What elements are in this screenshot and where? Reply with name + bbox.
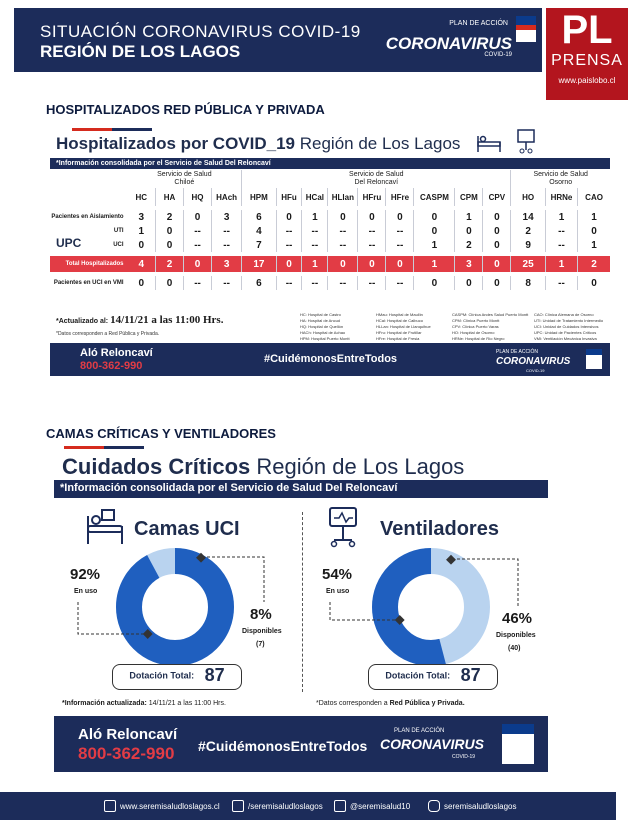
col-header: HFu xyxy=(276,188,302,206)
updated-value: 14/11/21 a las 11:00 Hrs. xyxy=(110,314,224,326)
table-cell: 0 xyxy=(156,224,184,238)
social-footer xyxy=(0,792,616,820)
table-cell: 3 xyxy=(128,210,156,224)
social-web[interactable] xyxy=(104,800,220,812)
section-camas-title: CAMAS CRÍTICAS Y VENTILADORES xyxy=(46,426,276,441)
table-cell: 0 xyxy=(386,256,414,272)
col-header: HLlan xyxy=(328,188,358,206)
covid-small: COVID-19 xyxy=(526,368,545,373)
vent-used-pct: 54% xyxy=(322,566,353,583)
social-instagram[interactable] xyxy=(428,800,516,812)
instagram-icon xyxy=(428,800,440,812)
col-header: HQ xyxy=(184,188,212,206)
table-cell: 1 xyxy=(414,256,455,272)
legend-col2 xyxy=(376,312,446,342)
table-cell: 1 xyxy=(302,210,328,224)
gobierno-logo-2 xyxy=(502,724,534,764)
service-reloncavi: Servicio de Salud Del Reloncaví xyxy=(242,170,511,188)
legend-item: UTI: Unidad de Tratamiento Intermedio xyxy=(534,318,604,323)
table-cell: 2 xyxy=(455,238,483,252)
table-cell: 0 xyxy=(483,238,511,252)
table-cell: 0 xyxy=(184,210,212,224)
row-label: UCI xyxy=(113,242,124,248)
column-header-row xyxy=(50,188,610,206)
cuidados-title-rest: Región de Los Lagos xyxy=(256,454,465,479)
hospitalizados-title xyxy=(56,134,460,154)
covid-label: COVID-19 xyxy=(484,52,512,58)
table-row-uci xyxy=(50,238,610,252)
table-cell: 1 xyxy=(455,210,483,224)
col-header: HO xyxy=(511,188,545,206)
table-cell: -- xyxy=(545,238,577,252)
col-header: HFru xyxy=(358,188,386,206)
table-cell: 2 xyxy=(511,224,545,238)
social-twitter-text: @seremisalud10 xyxy=(350,801,411,811)
table-cell: 0 xyxy=(358,256,386,272)
uci-used-label: En uso xyxy=(74,588,98,595)
col-header: HCal xyxy=(302,188,328,206)
vent-dotacion-value: 87 xyxy=(460,665,481,685)
table-cell: 0 xyxy=(156,276,184,290)
table-cell: 0 xyxy=(483,224,511,238)
table-cell: -- xyxy=(545,276,577,290)
legend-item: UCI: Unidad de Cuidados Intensivos xyxy=(534,324,599,329)
watermark-url: www.paislobo.cl xyxy=(558,76,616,85)
social-web-text: www.seremisaludloslagos.cl xyxy=(120,801,220,811)
alo-reloncavi-2: Aló Reloncaví xyxy=(78,726,178,743)
table-cell: 0 xyxy=(328,210,358,224)
hospital-bed-icon xyxy=(84,506,128,546)
header-title-line2: REGIÓN DE LOS LAGOS xyxy=(40,42,241,61)
data-note: *Datos corresponden a Red Pública y Privada. xyxy=(56,331,160,337)
col-header: HA xyxy=(156,188,184,206)
hashtag-2: #CuidémonosEntreTodos xyxy=(198,738,368,754)
col-header: HAch xyxy=(212,188,242,206)
legend-item: UPC: Unidad de Pacientes Críticos xyxy=(534,330,597,335)
table-cell: -- xyxy=(302,276,328,290)
legend-item: HC: Hospital de Castro xyxy=(300,312,341,317)
table-cell: 0 xyxy=(128,238,156,252)
table-cell: -- xyxy=(386,238,414,252)
hospitalizados-card xyxy=(50,124,610,376)
col-header: HC xyxy=(128,188,156,206)
table-row-aislamiento xyxy=(50,210,610,224)
table-cell: 8 xyxy=(511,276,545,290)
table-cell: -- xyxy=(302,224,328,238)
alo-reloncavi: Aló Reloncaví xyxy=(80,347,153,359)
table-cell: 0 xyxy=(414,224,455,238)
table-cell: -- xyxy=(212,238,242,252)
uci-used-pct: 92% xyxy=(70,566,101,583)
table-cell: -- xyxy=(276,276,302,290)
phone-number-2: 800-362-990 xyxy=(78,744,175,763)
legend-item: HMau: Hospital de Maullín xyxy=(376,312,423,317)
table-row-total xyxy=(50,256,610,272)
criticos-updated-label: *Información actualizada: xyxy=(62,700,147,707)
table-cell: -- xyxy=(276,238,302,252)
social-instagram-text: seremisaludloslagos xyxy=(444,801,517,811)
table-cell: 0 xyxy=(483,210,511,224)
section-hospitalizados-title: HOSPITALIZADOS RED PÚBLICA Y PRIVADA xyxy=(46,102,325,117)
col-header: CAO xyxy=(585,192,603,202)
ventilator-icon xyxy=(322,504,366,548)
legend-item: HO: Hospital de Osorno xyxy=(452,330,495,335)
title-accent-red xyxy=(72,128,112,131)
gobierno-logo-small xyxy=(586,349,602,369)
vent-used-leader xyxy=(328,600,408,630)
uci-free-count: (7) xyxy=(256,641,265,648)
prensa-text: PRENSA xyxy=(551,52,623,69)
table-cell: 0 xyxy=(591,225,597,237)
table-cell: 0 xyxy=(483,256,511,272)
updated-prefix: *Actualizado al: xyxy=(56,318,109,325)
plan-accion-label: PLAN DE ACCIÓN xyxy=(449,20,508,27)
table-cell: 3 xyxy=(455,256,483,272)
table-cell: 2 xyxy=(156,210,184,224)
phone-number: 800-362-990 xyxy=(80,360,143,372)
row-label: Pacientes en UCI en VMI xyxy=(53,280,124,286)
gobierno-logo xyxy=(516,16,536,42)
table-cell: 3 xyxy=(212,210,242,224)
table-cell: -- xyxy=(184,224,212,238)
legend-item: CASPM: Clínica Andes Salud Puerto Montt xyxy=(452,312,529,317)
header-title-line1: SITUACIÓN CORONAVIRUS COVID-19 xyxy=(40,22,361,41)
legend-item: HLLan: Hospital de Llanquihue xyxy=(376,324,431,329)
criticos-info-band: *Información consolidada por el Servicio de Salud Del Reloncaví xyxy=(54,480,548,498)
uci-title: Camas UCI xyxy=(134,518,240,540)
legend-col3 xyxy=(452,312,530,342)
service-chiloe: Servicio de Salud Chiloé xyxy=(128,170,242,188)
legend-item: HFre: Hospital de Fresia xyxy=(376,336,420,341)
legend-item: CPV: Clínica Puerto Varas xyxy=(452,324,499,329)
table-cell: 3 xyxy=(212,256,242,272)
legend-item: HA: Hospital de Ancud xyxy=(300,318,341,323)
table-cell: 4 xyxy=(128,256,156,272)
criticos-note-bold: Red Pública y Privada. xyxy=(389,700,465,707)
vent-dotacion-label: Dotación Total: xyxy=(385,670,451,681)
table-cell: -- xyxy=(184,276,212,290)
legend-item: HFru: Hospital de Frutillar xyxy=(376,330,422,335)
table-cell: 6 xyxy=(242,276,276,290)
col-header: HFre xyxy=(386,188,414,206)
table-cell: -- xyxy=(212,224,242,238)
facebook-icon xyxy=(232,800,244,812)
vent-free-leader xyxy=(444,552,524,610)
legend-item: HCal: Hospital de Calbuco xyxy=(376,318,423,323)
table-cell: 17 xyxy=(242,256,276,272)
info-band: *Información consolidada por el Servicio de Salud Del Reloncaví xyxy=(50,158,610,169)
table-cell: -- xyxy=(328,238,358,252)
table-cell: -- xyxy=(545,224,577,238)
updated-line xyxy=(56,314,223,326)
table-cell: 0 xyxy=(128,276,156,290)
corona-small: CORONAVIRUS xyxy=(496,356,571,367)
row-label: Total Hospitalizados xyxy=(50,256,128,272)
table-cell: 1 xyxy=(545,210,577,224)
hospitalizados-title-bold: Hospitalizados por COVID_19 xyxy=(56,134,295,153)
hospitalizados-title-rest: Región de Los Lagos xyxy=(299,134,461,153)
criticos-updated-line xyxy=(62,700,226,707)
table-cell: 1 xyxy=(414,238,455,252)
social-facebook[interactable] xyxy=(232,800,323,812)
table-cell: -- xyxy=(302,238,328,252)
uci-dotacion-value: 87 xyxy=(204,665,225,685)
col-header: CASPM xyxy=(414,188,455,206)
table-cell: 2 xyxy=(578,256,610,272)
coronavirus-logo-text: CORONAVIRUS xyxy=(385,34,512,53)
hospital-bed-icon xyxy=(476,130,502,154)
table-cell: -- xyxy=(358,238,386,252)
table-cell: 1 xyxy=(128,224,156,238)
vent-title: Ventiladores xyxy=(380,518,499,540)
title-accent-blue xyxy=(112,128,152,131)
table-cell: 1 xyxy=(591,211,597,223)
col-header: CPM xyxy=(455,188,483,206)
table-cell: -- xyxy=(386,224,414,238)
header-banner xyxy=(14,8,542,72)
table-row-vmi xyxy=(50,276,610,290)
table-cell: 1 xyxy=(591,239,597,251)
table-cell: 0 xyxy=(184,256,212,272)
vent-free-count: (40) xyxy=(508,645,521,652)
table-cell: 6 xyxy=(242,210,276,224)
table-cell: 0 xyxy=(156,238,184,252)
table-cell: 0 xyxy=(483,276,511,290)
legend-item: CAO: Clínica Alemana de Osorno xyxy=(534,312,594,317)
table-cell: -- xyxy=(328,224,358,238)
uci-used-leader xyxy=(76,600,156,640)
corona-2: CORONAVIRUS xyxy=(380,736,484,752)
covid-2: COVID-19 xyxy=(452,754,476,760)
table-cell: 7 xyxy=(242,238,276,252)
plan-label-2: PLAN DE ACCIÓN xyxy=(394,728,445,734)
hospitalizados-table xyxy=(50,170,610,290)
web-icon xyxy=(104,800,116,812)
ventilator-icon xyxy=(514,128,540,154)
vent-dotacion-box xyxy=(368,664,498,690)
table-cell: 25 xyxy=(511,256,545,272)
legend-col1 xyxy=(300,312,370,342)
ct-accent-red xyxy=(64,446,104,449)
table-cell: 0 xyxy=(591,277,597,289)
table-cell: 0 xyxy=(276,256,302,272)
vent-free-pct: 46% xyxy=(502,610,533,627)
twitter-icon xyxy=(334,800,346,812)
table-cell: -- xyxy=(358,276,386,290)
table-cell: -- xyxy=(212,276,242,290)
cuidados-title xyxy=(62,454,464,480)
legend-item: HACh: Hospital de Achao xyxy=(300,330,346,335)
pl-prensa-watermark xyxy=(546,8,628,100)
legend-item: HQ: Hospital de Quellón xyxy=(300,324,344,329)
table-cell: 0 xyxy=(328,256,358,272)
service-osorno: Servicio de Salud Osorno xyxy=(533,171,588,186)
table-cell: 2 xyxy=(156,256,184,272)
uci-dotacion-box xyxy=(112,664,242,690)
panel-divider xyxy=(302,512,303,692)
cuidados-title-bold: Cuidados Críticos xyxy=(62,454,251,479)
upc-label: UPC xyxy=(56,236,82,250)
table-cell: 14 xyxy=(511,210,545,224)
table-row-uti xyxy=(50,224,610,238)
pl-logo-text: PL xyxy=(561,8,613,52)
table-cell: -- xyxy=(184,238,212,252)
table-cell: 0 xyxy=(455,224,483,238)
table-cell: -- xyxy=(276,224,302,238)
uci-free-pct: 8% xyxy=(250,606,272,623)
table-cell: -- xyxy=(328,276,358,290)
social-twitter[interactable] xyxy=(334,800,410,812)
legend-item: VMI: Ventilación Mecánica Invasiva xyxy=(534,336,597,341)
criticos-note-prefix: *Datos corresponden a xyxy=(316,700,388,707)
table-cell: 4 xyxy=(242,224,276,238)
ct-accent-blue xyxy=(104,446,144,449)
table-cell: 0 xyxy=(276,210,302,224)
table-cell: 0 xyxy=(455,276,483,290)
table-cell: 0 xyxy=(414,210,455,224)
row-label: Pacientes en Aislamiento xyxy=(51,214,124,220)
table-cell: 1 xyxy=(302,256,328,272)
table-cell: 0 xyxy=(414,276,455,290)
uci-free-leader xyxy=(194,550,270,606)
uci-dotacion-label: Dotación Total: xyxy=(129,670,195,681)
footer-bar-2 xyxy=(54,716,548,772)
legend-item: CPM: Clínica Puerto Montt xyxy=(452,318,500,323)
table-cell: 1 xyxy=(545,256,577,272)
vent-free-label: Disponibles xyxy=(496,632,536,639)
criticos-note xyxy=(316,700,465,707)
col-header: CPV xyxy=(483,188,511,206)
legend-col4 xyxy=(534,312,610,342)
table-cell: 9 xyxy=(511,238,545,252)
criticos-updated-value: 14/11/21 a las 11:00 Hrs. xyxy=(148,700,226,707)
row-label: UTI xyxy=(113,228,124,234)
legend-item: HRNe: Hospital de Río Negro xyxy=(452,336,505,341)
plan-label-small: PLAN DE ACCIÓN xyxy=(496,349,538,355)
table-cell: -- xyxy=(386,276,414,290)
col-header: HRNe xyxy=(545,188,577,206)
social-facebook-text: /seremisaludloslagos xyxy=(248,801,323,811)
uci-free-label: Disponibles xyxy=(242,628,282,635)
table-cell: 0 xyxy=(358,210,386,224)
vent-used-label: En uso xyxy=(326,588,350,595)
col-header: HPM xyxy=(242,188,276,206)
hashtag: #CuidémonosEntreTodos xyxy=(264,353,398,365)
legend-item: HPM: Hospital Puerto Montt xyxy=(300,336,350,341)
table-cell: 0 xyxy=(386,210,414,224)
table-cell: -- xyxy=(358,224,386,238)
footer-bar-1 xyxy=(50,343,610,376)
